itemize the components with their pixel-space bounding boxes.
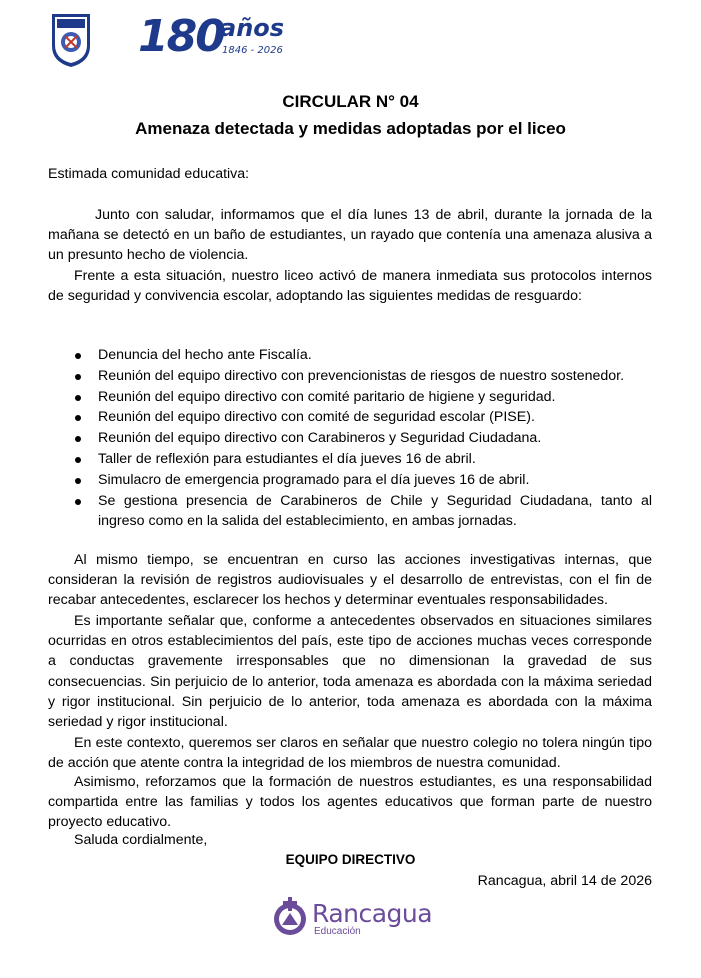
paragraph-response: Frente a esta situación, nuestro liceo activó de manera inmediata sus protocolos internos de seguridad y convivencia escolar, adoptando las siguientes medidas de resguardo: <box>48 268 652 304</box>
paragraph-no-tolerance: En este contexto, queremos ser claros en señalar que nuestro colegio no tolera ningún tipo de acción que atente contra la integridad de los miembros de nuestra comunidad. <box>48 735 652 771</box>
list-item <box>48 345 652 366</box>
circular-number: CIRCULAR N° 04 <box>282 92 419 111</box>
list-item <box>48 491 652 533</box>
signature: EQUIPO DIRECTIVO <box>285 852 416 867</box>
paragraph-investigation: Al mismo tiempo, se encuentran en curso las acciones investigativas internas, que consideran la revisión de registros audiovisuales y el desarrollo de entrevistas, con el fin de recabar antecedentes, esclarecer los hechos y determinar eventuales responsabilidades. <box>48 552 652 608</box>
closing-salutation: Saluda cordialmente, <box>74 832 208 848</box>
rancagua-logo <box>272 895 432 945</box>
bullet-icon <box>75 499 81 505</box>
measure-text: Reunión del equipo directivo con comité de seguridad escolar (PISE). <box>98 409 535 426</box>
anniversary-logo <box>138 11 285 62</box>
rancagua-emblem-icon <box>272 895 308 941</box>
list-item <box>48 428 652 449</box>
circular-subject: Amenaza detectada y medidas adoptadas por el liceo <box>135 119 566 138</box>
bullet-icon <box>75 436 81 442</box>
measure-text: Reunión del equipo directivo con comité paritario de higiene y seguridad. <box>98 388 556 405</box>
school-crest-icon <box>50 12 92 68</box>
anniversary-number: 180 <box>138 11 224 62</box>
measure-text: Denuncia del hecho ante Fiscalía. <box>98 347 312 363</box>
paragraph-intro: Junto con saludar, informamos que el día lunes 13 de abril, durante la jornada de la mañana se detectó en un baño de estudiantes, un rayado que contenía una amenaza alusiva a un presunto hecho de violencia. <box>48 207 652 263</box>
bullet-icon <box>75 415 81 421</box>
bullet-icon <box>75 478 81 484</box>
measures-list <box>48 345 652 532</box>
measure-text: Reunión del equipo directivo con Carabineros y Seguridad Ciudadana. <box>98 430 542 447</box>
paragraph-shared-responsibility: Asimismo, reforzamos que la formación de nuestros estudiantes, es una responsabilidad compartida entre las familias y todos los agentes educativos que forman parte de nuestro proyecto educativo. <box>48 774 652 830</box>
measure-text: Simulacro de emergencia programado para el día jueves 16 de abril. <box>98 471 530 488</box>
rancagua-subtitle: Educación <box>314 926 361 937</box>
bullet-icon <box>75 395 81 401</box>
list-item <box>48 449 652 470</box>
bullet-icon <box>75 374 81 380</box>
bullet-icon <box>75 353 81 359</box>
list-item <box>48 366 652 387</box>
list-item <box>48 407 652 428</box>
list-item <box>48 470 652 491</box>
anniversary-years: 1846 - 2026 <box>222 45 283 56</box>
measure-text: Taller de reflexión para estudiantes el día jueves 16 de abril. <box>98 450 476 467</box>
measure-text: Reunión del equipo directivo con prevencionistas de riesgos de nuestro sostenedor. <box>98 367 625 384</box>
place-date: Rancagua, abril 14 de 2026 <box>477 873 652 889</box>
bullet-icon <box>75 457 81 463</box>
greeting: Estimada comunidad educativa: <box>48 166 250 182</box>
paragraph-context: Es importante señalar que, conforme a antecedentes observados en situaciones similares ocurridas en otros establecimientos del país, este tipo de acciones muchas veces corresponde a conductas gravemente irresponsables que no dimensionan la gravedad de sus consecuencias. Sin perjuicio de lo anterior, toda amenaza es abordada con la máxima seriedad y rigor institucional. Sin perjuicio de lo anterior, toda amenaza es abordada con la máxima seriedad y rigor institucional. <box>48 613 652 731</box>
anniversary-word: años <box>220 14 285 42</box>
list-item <box>48 387 652 408</box>
measure-text: Se gestiona presencia de Carabineros de Chile y Seguridad Ciudadana, tanto al ingreso como en la salida del establecimiento, en ambas jornadas. <box>98 492 652 530</box>
rancagua-name: Rancagua <box>312 899 433 928</box>
school-header <box>50 12 310 72</box>
